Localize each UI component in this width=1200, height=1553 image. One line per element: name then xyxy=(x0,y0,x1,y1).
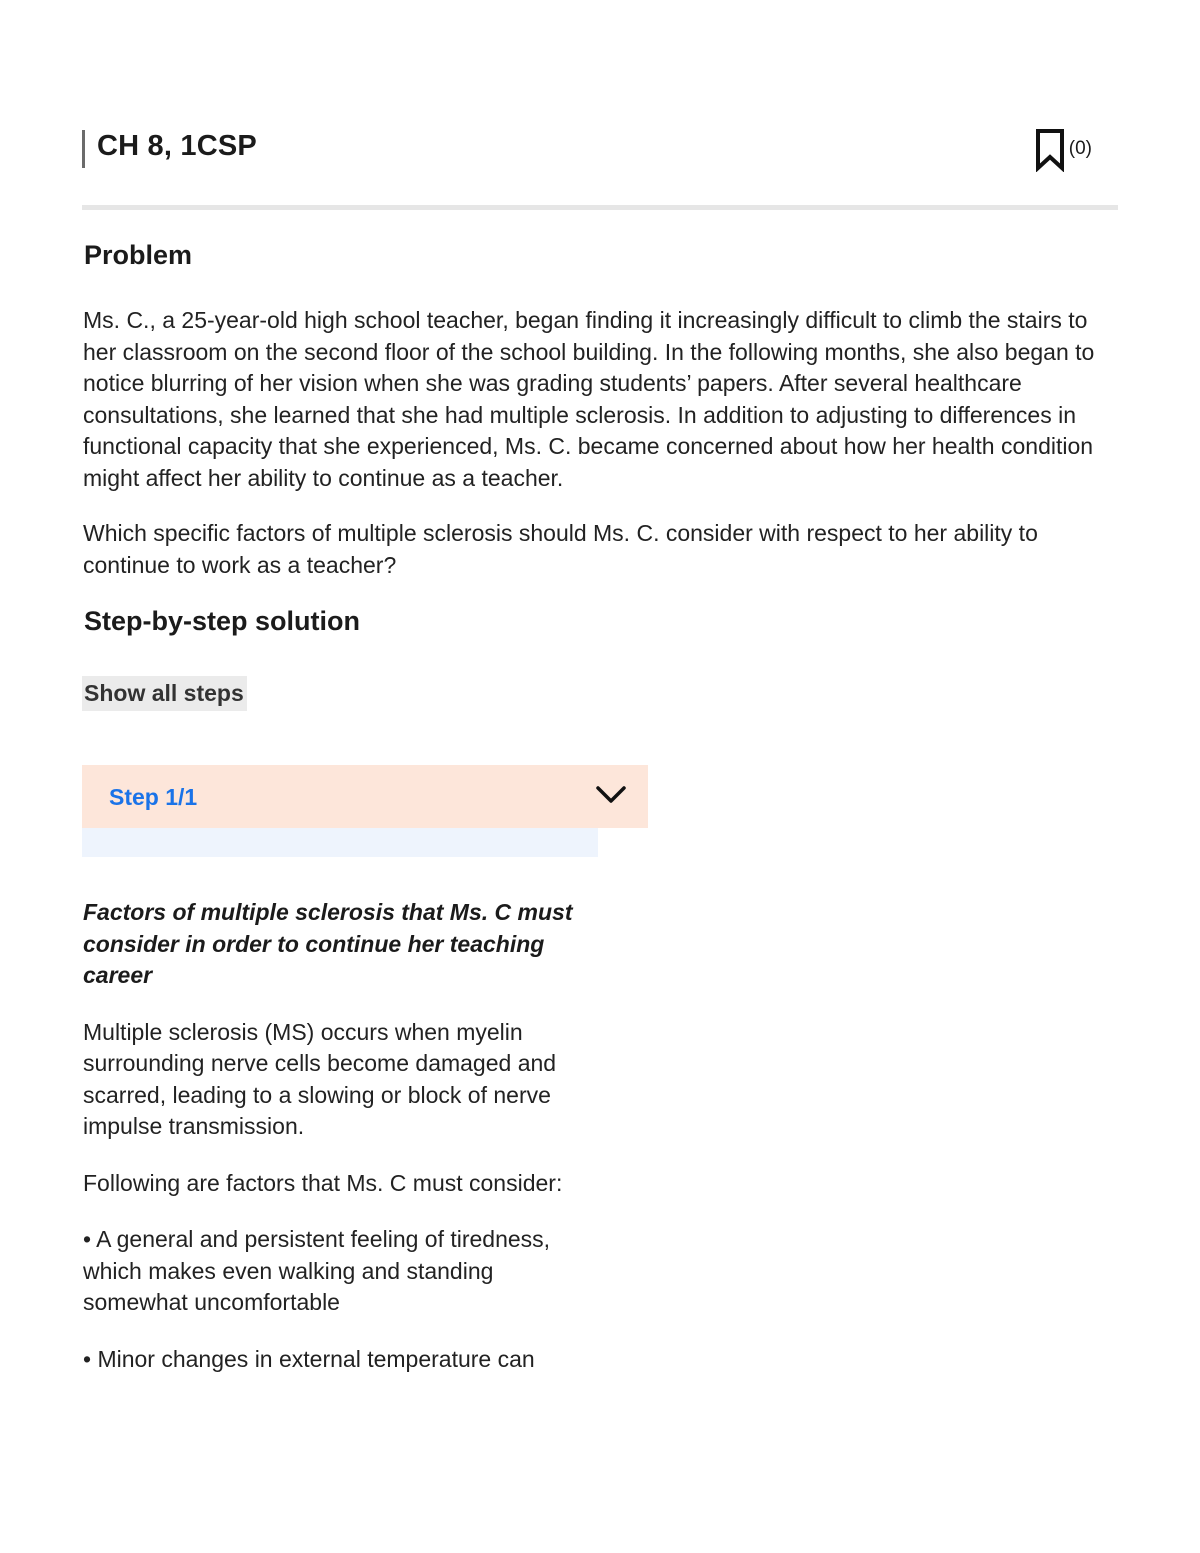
step-title: Factors of multiple sclerosis that Ms. C must consider in order to continue her teaching career xyxy=(83,899,573,988)
step-bullet: • A general and persistent feeling of tiredness, which makes even walking and standing somewhat uncomfortable xyxy=(83,1226,551,1315)
title-accent-bar xyxy=(82,130,85,168)
page-title: CH 8, 1CSP xyxy=(97,130,257,162)
header-divider xyxy=(82,205,1118,210)
bookmark-button[interactable] xyxy=(1033,128,1092,172)
chevron-down-icon[interactable] xyxy=(596,785,626,805)
problem-text: Ms. C., a 25-year-old high school teacher, began finding it increasingly difficult to climb the stairs to her classroom on the second floor of the school building. In the following months, she also began to notice blurring of her vision when she was grading students’ papers. After several healthcare consultations, she learned that she had multiple sclerosis. In addition to adjusting to differences in functional capacity that she experienced, Ms. C. became concerned about how her health condition might affect her ability to continue as a teacher. xyxy=(83,307,1095,491)
step-subbar xyxy=(82,828,598,857)
step-label: Step 1/1 xyxy=(109,784,198,810)
show-all-steps-button[interactable]: Show all steps xyxy=(82,676,247,711)
step-accordion-header[interactable] xyxy=(82,765,648,828)
step-paragraph: Following are factors that Ms. C must consider: xyxy=(83,1169,563,1196)
page-header xyxy=(82,128,1118,172)
step-content xyxy=(83,897,603,1400)
problem-question: Which specific factors of multiple sclerosis should Ms. C. consider with respect to her ability to continue to work as a teacher? xyxy=(83,520,1038,578)
bookmark-count: (0) xyxy=(1068,138,1092,159)
solution-heading: Step-by-step solution xyxy=(84,606,360,636)
bookmark-icon xyxy=(1033,128,1067,172)
step-bullet: • Minor changes in external temperature can xyxy=(83,1345,535,1372)
step-paragraph: Multiple sclerosis (MS) occurs when myelin surrounding nerve cells become damaged and scarred, leading to a slowing or block of nerve impulse transmission. xyxy=(83,1018,557,1139)
problem-heading: Problem xyxy=(84,240,193,270)
